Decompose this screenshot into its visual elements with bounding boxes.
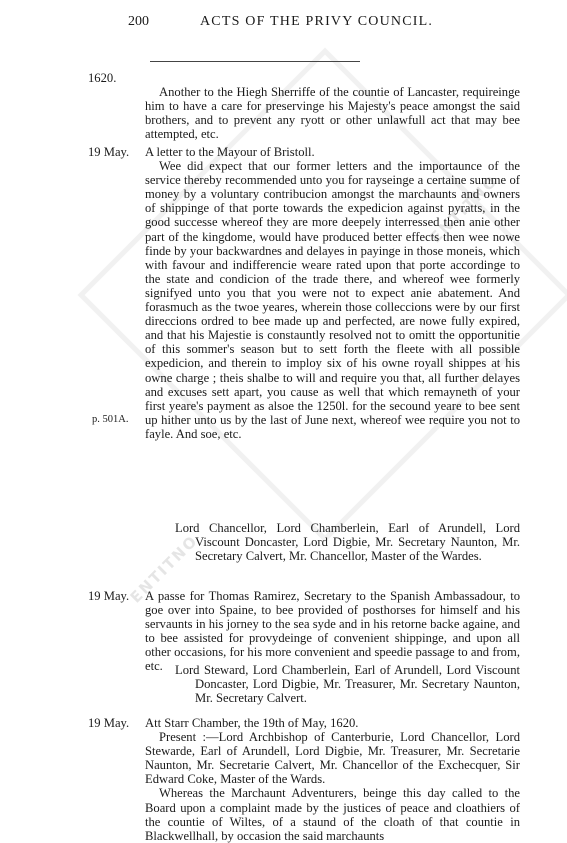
signers: [175, 521, 520, 563]
watermark: ENTITNO: [126, 531, 202, 607]
margin-date: 19 May.: [88, 589, 130, 603]
entry-text: [145, 589, 520, 674]
entry-text: [145, 145, 520, 441]
margin-date: 1620.: [88, 71, 117, 85]
running-title: ACTS OF THE PRIVY COUNCIL.: [200, 14, 434, 29]
paragraph: A passe for Thomas Ramirez, Secretary to the Spanish Ambassadour, to goe over into Spaine, to bee provided of posthorses for himself and his servaunts in his jorney to the sea syde and in his retorne backe againe, and to bee assisted for provydeinge of convenient shippinge, and upon all other occasions, for his more convenient and speedie passage to and from, etc.: [145, 589, 520, 674]
watermark: ENTITNO: [426, 171, 502, 247]
signers-list: Lord Chancellor, Lord Chamberlein, Earl of Arundell, Lord Viscount Doncaster, Lord Digbie, Mr. Secretary Naunton, Mr. Secretary Calvert, Mr. Chancellor, Master of the Wardes.: [175, 521, 520, 564]
page-reference: p. 501A.: [92, 414, 129, 425]
paragraph: Another to the Hiegh Sherriffe of the countie of Lancaster, requireinge him to have a care for preservinge his Majesty's peace amongst the said brothers, and to prevent any ryott or other unlawfull act that may bee attempted, etc.: [145, 85, 520, 142]
margin-date: 19 May.: [88, 145, 130, 159]
page-number: 200: [128, 14, 149, 29]
separator-rule: [150, 61, 360, 62]
paragraph: Whereas the Marchaunt Adventurers, beinge this day called to the Board upon a complaint made by the justices of peace and cloathiers of the countie of Wiltes, of a staund of the cloath of that countie in Blackwellhall, by occasion the said marchaunts: [145, 786, 520, 843]
entry-text: [145, 85, 520, 141]
entry-heading: A letter to the Mayour of Bristoll.: [145, 145, 315, 159]
paragraph: Wee did expect that our former letters and the importaunce of the service thereby recommended unto you for rayseinge a certaine summe of money by a voluntary contribucion amongst the marchaunts and owners of shippinge of that porte towards the expedicion against pyratts, in the good successe whereof they are more deepely interressed then anie other part of the kingdome, would have produced better effects then wee nowe finde by your backwardnes and delayes in payinge in those moneis, which with favour and indifferencie weare rated upon that porte accordinge to the state and condicion of the trade there, and whereof wee formerly signifyed unto you that you were not to expect anie abatement. And forasmuch as the twoe yeares, wherein those colleccions were by our first direccions ordred to bee made up and perfected, are nowe fully expired, and that his Majestie is constauntly resolved not to omitt the opportunitie of this sommer's season but to sett forth the fleete with all possible expedicion, and therein to imploy six of his owne royall shippes at his owne charge ; theis shalbe to will and require you that, all further delayes and excuses sett apart, you cause as well that which remayneth of your first yeare's payment as alsoe the 1250l. for the secound yeare to bee sent up hither unto us by the last of June next, whereof wee require you not to fayle. And soe, etc.: [145, 159, 520, 441]
entry-heading: Att Starr Chamber, the 19th of May, 1620.: [145, 716, 359, 730]
entry-text: [145, 716, 520, 843]
margin-date: 19 May.: [88, 716, 130, 730]
signers-list: Lord Steward, Lord Chamberlein, Earl of Arundell, Lord Viscount Doncaster, Lord Digbie, Mr. Treasurer, Mr. Secretary Naunton, Mr. Secretary Calvert.: [175, 663, 520, 706]
paragraph: Present :—Lord Archbishop of Canterburie, Lord Chancellor, Lord Stewarde, Earl of Arundell, Lord Digbie, Mr. Treasurer, Mr. Secretarie Naunton, Mr. Secretarie Calvert, Mr. Chancellor of the Exchecquer, Sir Edward Coke, Master of the Wards.: [145, 730, 520, 787]
page-header: [0, 14, 567, 34]
signers: [175, 663, 520, 705]
